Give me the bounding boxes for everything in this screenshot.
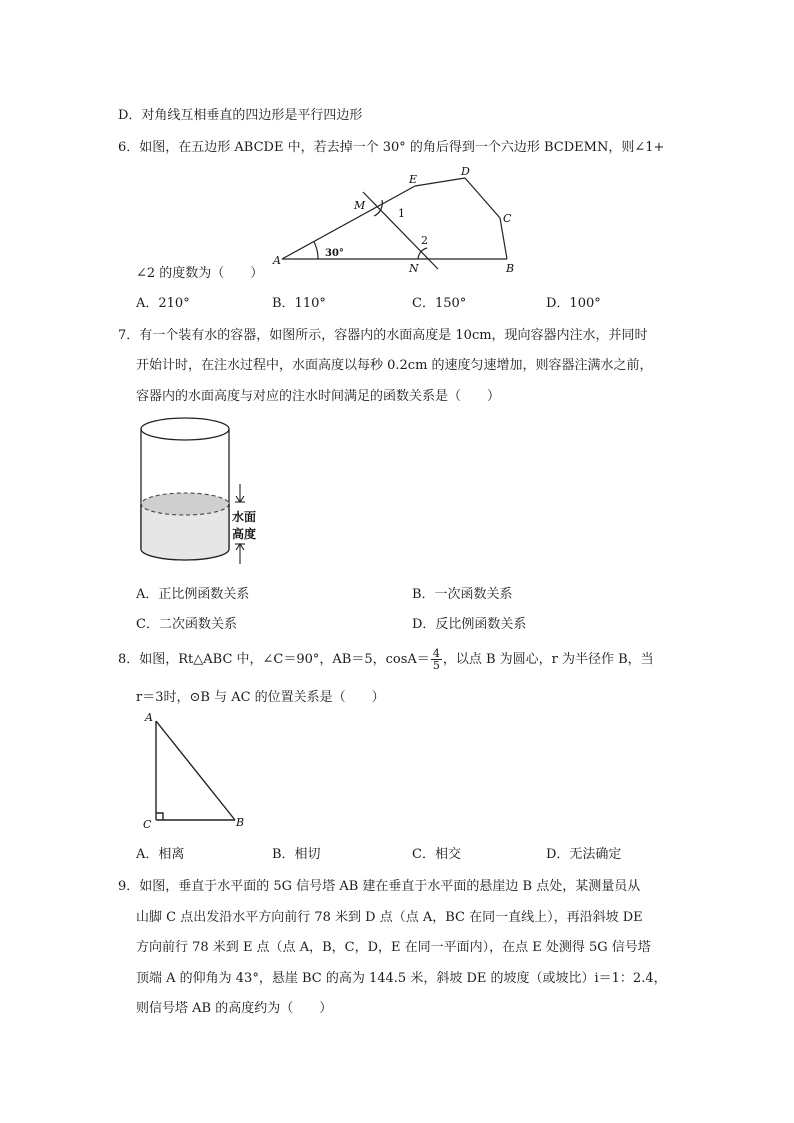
q6-label-D: D <box>461 165 470 178</box>
q8-stem-line1 <box>118 648 654 671</box>
q8-frac-num: 4 <box>432 647 440 660</box>
q6-label-C: C <box>503 212 512 225</box>
q8-option-d: D．无法确定 <box>546 847 622 862</box>
q6-option-a: A．210° <box>136 296 190 311</box>
q6-side-EA <box>282 186 415 259</box>
q6-label-angleA: 30° <box>325 248 344 259</box>
q7-option-b: B．一次函数关系 <box>412 587 513 602</box>
q8-option-b: B．相切 <box>272 847 321 862</box>
q6-label-E: E <box>409 173 418 186</box>
q9-stem-line5: 则信号塔 AB 的高度约为（ ） <box>136 1001 333 1016</box>
q9-stem-line1: 9．如图，垂直于水平面的 5G 信号塔 AB 建在垂直于水平面的悬崖边 B 点处，某测量员从 <box>118 879 641 894</box>
q8-right-angle-mark <box>156 813 163 820</box>
q8-frac-den: 5 <box>432 659 440 672</box>
q8-side-AB <box>156 721 235 820</box>
q7-stem-line3: 容器内的水面高度与对应的注水时间满足的函数关系是（ ） <box>136 389 501 404</box>
q7-container-figure <box>140 412 275 572</box>
q6-option-c: C．150° <box>412 296 467 311</box>
q8-stem-post: ，以点 B 为圆心，r 为半径作 B，当 <box>442 652 654 667</box>
q8-stem-pre: 8．如图，Rt△ABC 中，∠C＝90°，AB＝5，cosA＝ <box>118 652 430 667</box>
q8-label-B: B <box>236 816 245 829</box>
q8-label-A: A <box>145 711 153 724</box>
q6-label-M: M <box>354 199 366 212</box>
q8-label-C: C <box>143 818 152 831</box>
q7-option-a: A．正比例函数关系 <box>136 587 250 602</box>
q9-stem-line2: 山脚 C 点出发沿水平方向前行 78 米到 D 点（点 A，BC 在同一直线上），再沿斜坡 DE <box>136 910 643 925</box>
q6-side-DE <box>415 178 465 186</box>
q7-option-d: D．反比例函数关系 <box>412 617 527 632</box>
q6-cut-MN <box>363 192 438 269</box>
q7-stem-line2: 开始计时，在注水过程中，水面高度以每秒 0.2cm 的速度匀速增加，则容器注满水之前， <box>136 358 653 373</box>
q6-label-B: B <box>506 262 515 275</box>
q6-pentagon-figure <box>270 160 530 275</box>
q6-stem-line2: ∠2 的度数为（ ） <box>136 266 264 281</box>
q6-angleA-arc <box>314 242 318 259</box>
q7-water-surface <box>141 493 229 515</box>
q6-label-angle2: 2 <box>421 234 428 247</box>
q8-stem-line2: r＝3时，⊙B 与 AC 的位置关系是（ ） <box>136 690 385 705</box>
q8-triangle-figure <box>140 712 255 832</box>
q6-label-A: A <box>273 254 281 267</box>
q5-option-d: D．对角线互相垂直的四边形是平行四边形 <box>118 108 363 123</box>
q7-height-label-top: 水面 <box>232 510 257 524</box>
q7-option-c: C．二次函数关系 <box>136 617 237 632</box>
q8-cos-fraction <box>431 648 442 671</box>
q9-stem-line4: 顶端 A 的仰角为 43°，悬崖 BC 的高为 144.5 米，斜坡 DE 的坡度（或坡比）i＝1：2.4， <box>136 971 667 986</box>
q8-option-c: C．相交 <box>412 847 461 862</box>
q6-label-N: N <box>409 262 419 275</box>
q9-stem-line3: 方向前行 78 米到 E 点（点 A，B，C，D，E 在同一平面内），在点 E 处测得 5G 信号塔 <box>136 940 651 955</box>
q6-label-angle1: 1 <box>398 207 405 220</box>
q7-stem-line1: 7．有一个装有水的容器，如图所示，容器内的水面高度是 10cm，现向容器内注水，并同时 <box>118 328 648 343</box>
q7-container-top <box>141 418 229 440</box>
q8-option-a: A．相离 <box>136 847 185 862</box>
q6-stem-line1: 6．如图，在五边形 ABCDE 中，若去掉一个 30° 的角后得到一个六边形 BCDEMN，则∠1+ <box>118 140 665 155</box>
q6-side-CD <box>465 178 500 218</box>
q6-option-d: D．100° <box>546 296 601 311</box>
q7-height-label-bottom: 高度 <box>232 527 257 541</box>
q6-option-b: B．110° <box>272 296 326 311</box>
